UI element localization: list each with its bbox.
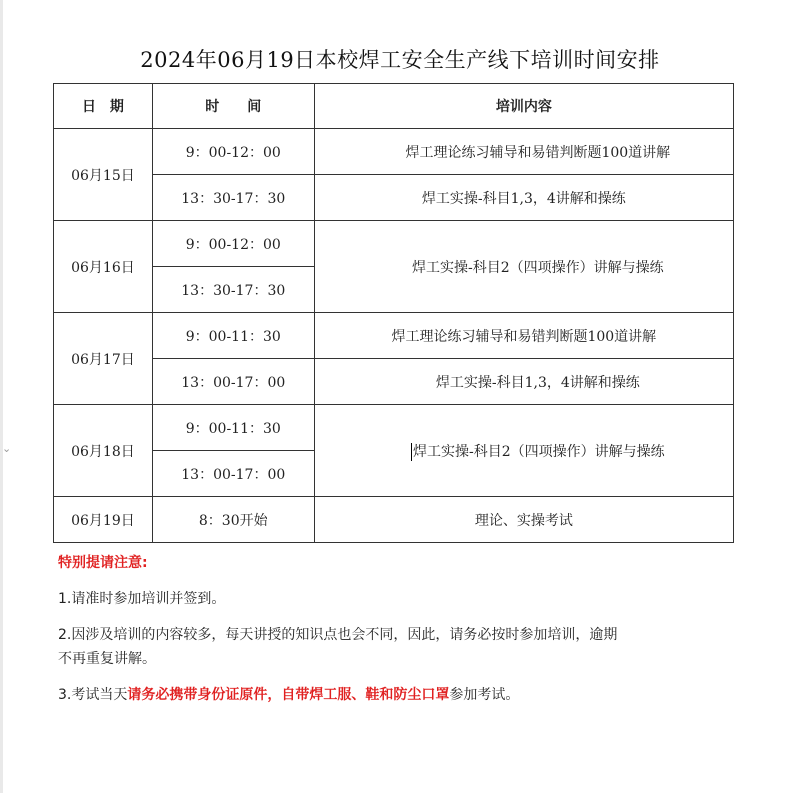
time-cell: 13：30-17：30 bbox=[152, 175, 314, 221]
table-header-row bbox=[54, 84, 734, 129]
date-cell: 06月17日 bbox=[54, 313, 153, 405]
date-cell: 06月19日 bbox=[54, 497, 153, 543]
note-item-3-prefix: 3.考试当天 bbox=[58, 687, 128, 703]
content-text: 焊工理论练习辅导和易错判断题100道讲解 bbox=[391, 328, 657, 345]
date-cell: 06月18日 bbox=[54, 405, 153, 497]
table-row bbox=[54, 405, 734, 451]
time-cell: 13：00-17：00 bbox=[152, 359, 314, 405]
document-title: 2024年06月19日本校焊工安全生产线下培训时间安排 bbox=[140, 48, 660, 72]
time-cell: 9：00-11：30 bbox=[152, 405, 314, 451]
note-item-2-continued: 不再重复讲解。 bbox=[58, 651, 156, 667]
time-cell: 9：00-12：00 bbox=[152, 129, 314, 175]
content-cell-merged bbox=[314, 221, 733, 313]
notes-section bbox=[58, 551, 758, 719]
window-left-edge bbox=[0, 0, 3, 793]
content-cell bbox=[314, 497, 733, 543]
content-text: 焊工实操-科目2（四项操作）讲解与操练 bbox=[413, 443, 665, 460]
table-row bbox=[54, 359, 734, 405]
text-cursor bbox=[411, 443, 412, 461]
content-text: 理论、实操考试 bbox=[474, 512, 573, 529]
time-cell: 13：00-17：00 bbox=[152, 451, 314, 497]
content-text: 焊工实操-科目2（四项操作）讲解与操练 bbox=[412, 259, 664, 276]
content-cell bbox=[314, 175, 733, 221]
date-cell: 06月15日 bbox=[54, 129, 153, 221]
content-cell-merged[interactable] bbox=[314, 405, 733, 497]
table-row bbox=[54, 497, 734, 543]
content-text: 焊工实操-科目1,3，4讲解和操练 bbox=[421, 190, 626, 207]
note-item-1: 1.请准时参加培训并签到。 bbox=[58, 591, 226, 607]
note-item-3-suffix: 参加考试。 bbox=[449, 687, 520, 703]
time-cell: 9：00-12：00 bbox=[152, 221, 314, 267]
table-row bbox=[54, 313, 734, 359]
content-text: 焊工理论练习辅导和易错判断题100道讲解 bbox=[405, 144, 671, 161]
content-text-with-caret[interactable] bbox=[411, 441, 665, 461]
content-cell bbox=[314, 313, 733, 359]
content-cell bbox=[314, 359, 733, 405]
time-cell: 8：30开始 bbox=[152, 497, 314, 543]
training-schedule-table bbox=[53, 83, 734, 543]
notes-heading: 特别提请注意: bbox=[58, 555, 148, 571]
content-cell bbox=[314, 129, 733, 175]
note-item-2: 2.因涉及培训的内容较多，每天讲授的知识点也会不同，因此，请务必按时参加培训，逾期 bbox=[58, 627, 618, 643]
table-row bbox=[54, 221, 734, 267]
time-cell: 13：30-17：30 bbox=[152, 267, 314, 313]
header-date: 日 期 bbox=[54, 84, 153, 129]
date-cell: 06月16日 bbox=[54, 221, 153, 313]
table-row bbox=[54, 175, 734, 221]
content-text: 焊工实操-科目1,3，4讲解和操练 bbox=[435, 374, 640, 391]
table-row bbox=[54, 129, 734, 175]
note-item-3-emphasis: 请务必携带身份证原件，自带焊工服、鞋和防尘口罩 bbox=[127, 687, 450, 703]
header-time: 时 间 bbox=[152, 84, 314, 129]
time-cell: 9：00-11：30 bbox=[152, 313, 314, 359]
chevron-down-icon[interactable]: ⌄ bbox=[2, 442, 12, 455]
note-item-3 bbox=[58, 683, 758, 707]
header-content: 培训内容 bbox=[314, 84, 733, 129]
